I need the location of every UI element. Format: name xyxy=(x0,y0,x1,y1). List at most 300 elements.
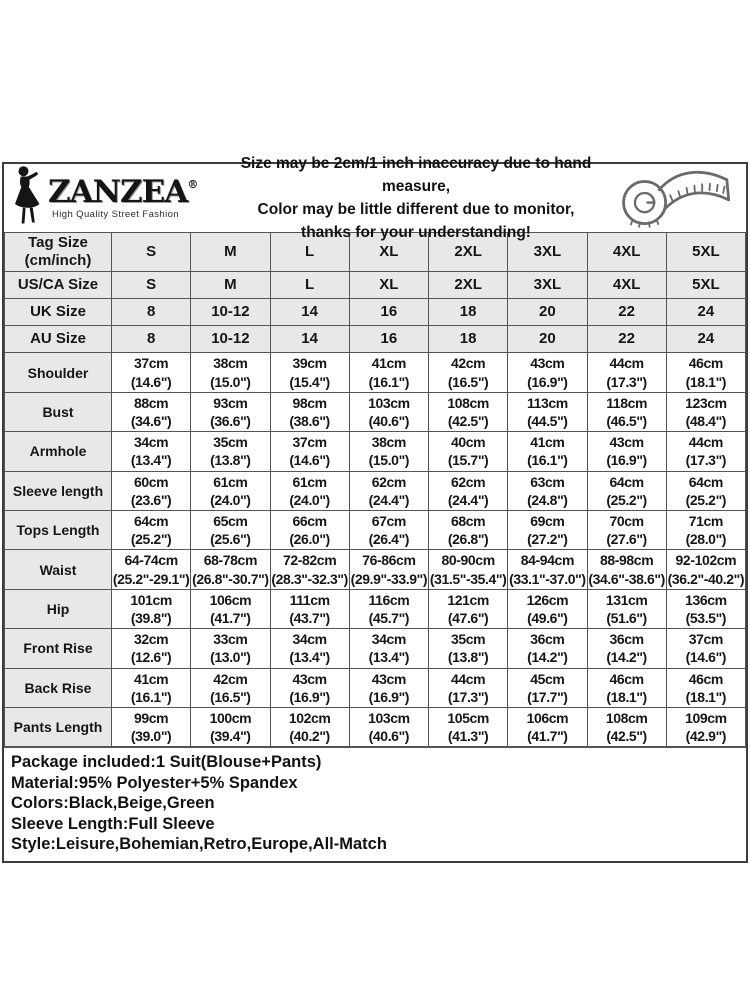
size-cell xyxy=(429,589,508,628)
cell-line: (40.6") xyxy=(368,413,410,430)
size-cell xyxy=(666,326,745,353)
cell-line: 80-90cm xyxy=(441,552,495,569)
note-line: Colors:Black,Beige,Green xyxy=(11,794,215,813)
size-cell xyxy=(429,299,508,326)
size-cell xyxy=(349,629,428,668)
cell-line: Armhole xyxy=(29,443,87,460)
logo-text-group xyxy=(48,173,199,220)
cell-line: 41cm xyxy=(134,670,169,687)
cell-line: (29.9"-33.9") xyxy=(350,570,428,587)
size-cell xyxy=(270,589,349,628)
cell-line: (16.1") xyxy=(368,373,410,390)
size-cell xyxy=(429,629,508,668)
size-cell xyxy=(349,326,428,353)
cell-line: (47.6") xyxy=(447,610,489,627)
cell-line: (27.6") xyxy=(606,531,647,548)
cell-line: (13.8") xyxy=(447,649,489,666)
row-label xyxy=(5,668,112,707)
cell-line: 33cm xyxy=(213,631,248,648)
cell-line: 43cm xyxy=(371,670,406,687)
cell-line: 64cm xyxy=(609,473,644,490)
cell-line: 36cm xyxy=(530,631,565,648)
note-line: Package included:1 Suit(Blouse+Pants) xyxy=(11,753,322,772)
cell-line: UK Size xyxy=(30,303,86,321)
cell-line: (16.9") xyxy=(606,452,647,469)
cell-line: (14.2") xyxy=(527,649,568,666)
cell-line: 2XL xyxy=(454,243,482,261)
size-cell xyxy=(666,353,745,392)
cell-line: 116cm xyxy=(368,591,410,608)
cell-line: 76-86cm xyxy=(362,552,416,569)
note-line: Sleeve Length:Full Sleeve xyxy=(11,814,215,833)
table-row xyxy=(5,432,746,471)
cell-line: 10-12 xyxy=(211,303,250,321)
cell-line: 46cm xyxy=(609,670,644,687)
size-cell xyxy=(429,511,508,550)
size-cell xyxy=(270,511,349,550)
size-cell xyxy=(191,353,270,392)
cell-line: L xyxy=(305,243,315,261)
size-cell xyxy=(270,432,349,471)
size-cell xyxy=(587,629,666,668)
cell-line: 109cm xyxy=(685,710,727,727)
measurement-notice xyxy=(224,152,608,244)
cell-line: (28.0") xyxy=(685,531,727,548)
size-cell xyxy=(112,326,191,353)
size-cell xyxy=(349,392,428,431)
size-cell xyxy=(270,668,349,707)
row-label xyxy=(5,299,112,326)
cell-line: 68-78cm xyxy=(203,552,257,569)
size-cell xyxy=(666,668,745,707)
cell-line: S xyxy=(146,243,157,261)
cell-line: (25.2"-29.1") xyxy=(112,570,190,587)
table-row xyxy=(5,392,746,431)
cell-line: (39.0") xyxy=(130,728,172,745)
cell-line: (17.3") xyxy=(606,373,647,390)
cell-line: (26.4") xyxy=(368,531,410,548)
cell-line: 8 xyxy=(146,303,156,321)
cell-line: (40.6") xyxy=(368,728,410,745)
size-cell xyxy=(349,550,428,589)
size-cell xyxy=(587,668,666,707)
cell-line: (15.0") xyxy=(210,373,251,390)
table-row xyxy=(5,708,746,747)
cell-line: 102cm xyxy=(288,710,331,727)
cell-line: 61cm xyxy=(213,473,248,490)
cell-line: 72-82cm xyxy=(283,552,337,569)
size-cell xyxy=(666,299,745,326)
cell-line: 60cm xyxy=(134,473,169,490)
cell-line: 69cm xyxy=(530,513,565,530)
size-cell xyxy=(666,708,745,747)
row-label xyxy=(5,471,112,510)
cell-line: 106cm xyxy=(209,591,252,608)
notice-line-1: Size may be 2cm/1 inch inaccuracy due to hand measure, xyxy=(240,155,592,195)
cell-line: (34.6"-38.6") xyxy=(588,570,665,587)
size-cell xyxy=(587,432,666,471)
size-cell xyxy=(112,629,191,668)
cell-line: (16.9") xyxy=(368,688,410,705)
cell-line: (26.8"-30.7") xyxy=(192,570,269,587)
size-chart-sheet xyxy=(2,155,748,863)
size-cell xyxy=(191,589,270,628)
cell-line: 103cm xyxy=(368,394,410,411)
row-label xyxy=(5,272,112,299)
cell-line: 111cm xyxy=(289,591,330,608)
cell-line: 118cm xyxy=(606,394,648,411)
note-line: Style:Leisure,Bohemian,Retro,Europe,All-Match xyxy=(11,835,387,854)
size-cell xyxy=(587,589,666,628)
size-cell xyxy=(349,589,428,628)
cell-line: 93cm xyxy=(213,394,248,411)
size-cell xyxy=(666,432,745,471)
size-cell xyxy=(587,708,666,747)
cell-line: 64-74cm xyxy=(124,552,178,569)
cell-line: L xyxy=(305,276,315,294)
cell-line: 20 xyxy=(539,330,556,348)
cell-line: (41.7") xyxy=(527,728,568,745)
cell-line: (25.2") xyxy=(606,491,647,508)
row-label xyxy=(5,629,112,668)
cell-line: 2XL xyxy=(454,276,482,294)
cell-line: 16 xyxy=(380,330,398,348)
cell-line: (13.4") xyxy=(130,452,172,469)
size-cell xyxy=(191,299,270,326)
size-cell xyxy=(112,708,191,747)
cell-line: (41.3") xyxy=(447,728,489,745)
size-cell xyxy=(191,471,270,510)
cell-line: 103cm xyxy=(368,710,410,727)
cell-line: (14.6") xyxy=(289,452,330,469)
cell-line: 22 xyxy=(618,303,635,321)
size-cell xyxy=(270,299,349,326)
row-label xyxy=(5,708,112,747)
size-cell xyxy=(587,299,666,326)
cell-line: Front Rise xyxy=(23,640,93,657)
size-cell xyxy=(666,471,745,510)
cell-line: Shoulder xyxy=(27,364,89,381)
cell-line: (24.4") xyxy=(368,491,410,508)
size-cell xyxy=(429,272,508,299)
cell-line: Sleeve length xyxy=(12,482,104,499)
size-cell xyxy=(270,629,349,668)
notice-line-2: Color may be little different due to monitor, xyxy=(257,201,575,218)
size-cell xyxy=(112,392,191,431)
cell-line: (13.4") xyxy=(289,649,330,666)
cell-line: (41.7") xyxy=(210,610,251,627)
cell-line: 43cm xyxy=(292,670,327,687)
row-label xyxy=(5,233,112,272)
logo-wordmark: ZANZEA® xyxy=(48,173,199,210)
cell-line: 5XL xyxy=(692,243,720,261)
note-line: Material:95% Polyester+5% Spandex xyxy=(11,773,298,792)
size-cell xyxy=(191,432,270,471)
cell-line: M xyxy=(224,276,237,294)
registered-mark: ® xyxy=(187,177,199,191)
size-cell xyxy=(429,550,508,589)
size-cell xyxy=(666,392,745,431)
cell-line: 98cm xyxy=(292,394,327,411)
tape-measure-icon xyxy=(608,166,736,230)
cell-line: (42.9") xyxy=(685,728,727,745)
size-cell xyxy=(587,511,666,550)
size-cell xyxy=(191,550,270,589)
cell-line: (25.2") xyxy=(685,491,727,508)
cell-line: (39.4") xyxy=(210,728,251,745)
size-cell xyxy=(587,353,666,392)
cell-line: 46cm xyxy=(688,670,723,687)
cell-line: 38cm xyxy=(213,355,248,372)
cell-line: 37cm xyxy=(134,355,169,372)
cell-line: (24.0") xyxy=(210,491,251,508)
cell-line: 39cm xyxy=(292,355,327,372)
size-cell xyxy=(508,550,587,589)
cell-line: (18.1") xyxy=(606,688,647,705)
cell-line: (42.5") xyxy=(606,728,647,745)
cell-line: (38.6") xyxy=(289,413,330,430)
cell-line: 16 xyxy=(380,303,398,321)
cell-line: 35cm xyxy=(213,434,248,451)
cell-line: 131cm xyxy=(605,591,648,608)
size-cell xyxy=(349,432,428,471)
size-cell xyxy=(508,708,587,747)
size-cell xyxy=(349,299,428,326)
cell-line: 62cm xyxy=(451,473,486,490)
size-cell xyxy=(191,326,270,353)
cell-line: 41cm xyxy=(371,355,406,372)
size-cell xyxy=(112,668,191,707)
cell-line: Bust xyxy=(42,403,74,420)
size-cell xyxy=(429,668,508,707)
size-cell xyxy=(666,511,745,550)
cell-line: (36.6") xyxy=(210,413,251,430)
cell-line: (16.1") xyxy=(527,452,568,469)
size-cell xyxy=(270,392,349,431)
row-label xyxy=(5,326,112,353)
cell-line: (16.9") xyxy=(289,688,330,705)
cell-line: 113cm xyxy=(526,394,568,411)
cell-line: 64cm xyxy=(688,473,723,490)
cell-line: (16.5") xyxy=(447,373,489,390)
cell-line: 43cm xyxy=(609,434,644,451)
size-cell xyxy=(112,299,191,326)
size-cell xyxy=(270,550,349,589)
size-cell xyxy=(112,550,191,589)
cell-line: 3XL xyxy=(533,243,562,261)
size-chart-table xyxy=(4,232,746,747)
table-row xyxy=(5,668,746,707)
cell-line: (28.3"-32.3") xyxy=(271,570,348,587)
cell-line: (24.4") xyxy=(447,491,489,508)
size-cell xyxy=(429,708,508,747)
cell-line: (24.0") xyxy=(289,491,330,508)
cell-line: US/CA Size xyxy=(17,276,99,294)
cell-line: AU Size xyxy=(30,330,86,348)
cell-line: 24 xyxy=(697,303,715,321)
size-cell xyxy=(508,629,587,668)
size-cell xyxy=(191,392,270,431)
size-cell xyxy=(429,392,508,431)
cell-line: (26.0") xyxy=(289,531,330,548)
cell-line: 37cm xyxy=(292,434,327,451)
size-cell xyxy=(349,511,428,550)
cell-line: (43.7") xyxy=(289,610,330,627)
cell-line: (44.5") xyxy=(527,413,568,430)
cell-line: (16.9") xyxy=(527,373,568,390)
size-cell xyxy=(508,353,587,392)
cell-line: 68cm xyxy=(451,513,486,530)
row-label xyxy=(5,392,112,431)
cell-line: (42.5") xyxy=(447,413,489,430)
size-cell xyxy=(191,272,270,299)
cell-line: (cm/inch) xyxy=(24,252,92,270)
cell-line: 71cm xyxy=(688,513,723,530)
cell-line: 100cm xyxy=(209,710,252,727)
cell-line: (23.6") xyxy=(130,491,172,508)
cell-line: 20 xyxy=(539,303,556,321)
size-cell xyxy=(349,272,428,299)
size-cell xyxy=(429,471,508,510)
size-cell xyxy=(112,589,191,628)
size-cell xyxy=(508,511,587,550)
cell-line: (31.5"-35.4") xyxy=(429,570,507,587)
row-label xyxy=(5,550,112,589)
size-cell xyxy=(587,550,666,589)
cell-line: 44cm xyxy=(451,670,486,687)
size-cell xyxy=(666,233,745,272)
size-cell xyxy=(270,353,349,392)
cell-line: (12.6") xyxy=(130,649,172,666)
size-cell xyxy=(508,326,587,353)
cell-line: Tag Size xyxy=(28,234,88,251)
cell-line: (13.4") xyxy=(368,649,410,666)
cell-line: 70cm xyxy=(609,513,644,530)
cell-line: 45cm xyxy=(530,670,565,687)
size-cell xyxy=(587,471,666,510)
size-cell xyxy=(666,629,745,668)
brand-logo xyxy=(12,165,224,232)
header-block xyxy=(4,155,746,241)
cell-line: (36.2"-40.2") xyxy=(667,570,745,587)
cell-line: Hip xyxy=(46,600,70,617)
cell-line: 123cm xyxy=(685,394,727,411)
cell-line: 99cm xyxy=(134,710,169,727)
size-cell xyxy=(508,392,587,431)
cell-line: (16.5") xyxy=(210,688,251,705)
cell-line: (45.7") xyxy=(368,610,410,627)
size-cell xyxy=(666,272,745,299)
cell-line: (17.3") xyxy=(685,452,727,469)
cell-line: (39.8") xyxy=(130,610,172,627)
cell-line: 108cm xyxy=(447,394,489,411)
cell-line: 36cm xyxy=(609,631,644,648)
size-cell xyxy=(349,353,428,392)
cell-line: 121cm xyxy=(447,591,489,608)
size-cell xyxy=(112,272,191,299)
cell-line: (14.6") xyxy=(685,649,727,666)
logo-tagline: High Quality Street Fashion xyxy=(52,208,179,220)
cell-line: XL xyxy=(379,243,399,261)
size-cell xyxy=(270,708,349,747)
cell-line: (26.8") xyxy=(447,531,489,548)
cell-line: M xyxy=(224,243,237,261)
row-label xyxy=(5,511,112,550)
cell-line: 5XL xyxy=(692,276,720,294)
size-cell xyxy=(349,708,428,747)
cell-line: (14.2") xyxy=(606,649,647,666)
cell-line: 4XL xyxy=(612,276,641,294)
cell-line: (24.8") xyxy=(527,491,568,508)
table-row xyxy=(5,511,746,550)
cell-line: Waist xyxy=(39,561,77,578)
size-cell xyxy=(508,471,587,510)
size-cell xyxy=(349,471,428,510)
cell-line: 61cm xyxy=(292,473,327,490)
cell-line: 101cm xyxy=(130,591,172,608)
cell-line: (18.1") xyxy=(685,688,727,705)
cell-line: 10-12 xyxy=(211,330,250,348)
cell-line: 18 xyxy=(459,303,477,321)
cell-line: (13.0") xyxy=(210,649,251,666)
cell-line: 3XL xyxy=(533,276,562,294)
cell-line: 18 xyxy=(459,330,477,348)
cell-line: (14.6") xyxy=(130,373,172,390)
cell-line: 40cm xyxy=(451,434,486,451)
size-cell xyxy=(429,326,508,353)
cell-line: 41cm xyxy=(530,434,565,451)
size-cell xyxy=(349,668,428,707)
cell-line: (15.4") xyxy=(289,373,330,390)
size-cell xyxy=(191,668,270,707)
cell-line: 35cm xyxy=(451,631,486,648)
table-row xyxy=(5,589,746,628)
woman-silhouette-icon xyxy=(12,165,46,232)
table-row xyxy=(5,629,746,668)
cell-line: 108cm xyxy=(605,710,648,727)
cell-line: (25.2") xyxy=(130,531,172,548)
table-row xyxy=(5,272,746,299)
table-row xyxy=(5,550,746,589)
size-cell xyxy=(191,708,270,747)
cell-line: 136cm xyxy=(685,591,727,608)
cell-line: 84-94cm xyxy=(520,552,574,569)
cell-line: (34.6") xyxy=(130,413,172,430)
size-cell xyxy=(112,233,191,272)
cell-line: 63cm xyxy=(530,473,565,490)
product-notes xyxy=(4,747,746,861)
cell-line: (49.6") xyxy=(527,610,568,627)
cell-line: 42cm xyxy=(451,355,486,372)
size-cell xyxy=(508,272,587,299)
cell-line: 46cm xyxy=(688,355,723,372)
cell-line: Pants Length xyxy=(13,719,103,736)
cell-line: 66cm xyxy=(292,513,327,530)
cell-line: 14 xyxy=(301,303,318,321)
table-row xyxy=(5,471,746,510)
cell-line: 34cm xyxy=(292,631,327,648)
size-cell xyxy=(587,272,666,299)
cell-line: Tops Length xyxy=(16,522,100,539)
cell-line: (13.8") xyxy=(210,452,251,469)
cell-line: (17.7") xyxy=(527,688,568,705)
cell-line: 88cm xyxy=(134,394,169,411)
cell-line: 64cm xyxy=(134,513,169,530)
cell-line: (51.6") xyxy=(606,610,647,627)
cell-line: (16.1") xyxy=(130,688,172,705)
cell-line: 8 xyxy=(146,330,156,348)
size-cell xyxy=(112,353,191,392)
